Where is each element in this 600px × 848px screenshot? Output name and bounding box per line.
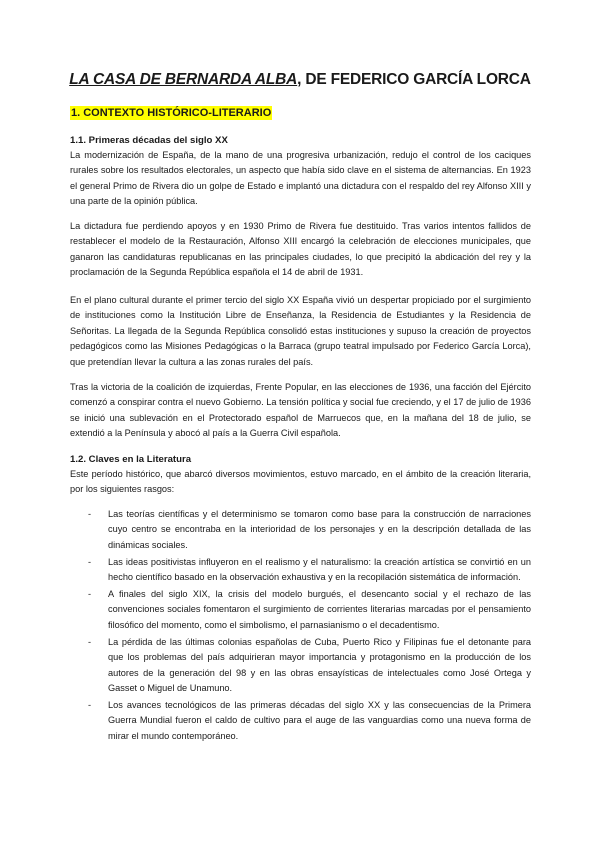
- bullet-marker: -: [88, 589, 92, 600]
- section-heading-context: 1. CONTEXTO HISTÓRICO-LITERARIO: [71, 107, 272, 119]
- bullet-marker: -: [88, 699, 92, 710]
- subsection-heading-literature-keys: 1.2. Claves en la Literatura: [70, 454, 192, 465]
- paragraph-civil-war: Tras la victoria de la coalición de izquierdas, Frente Popular, en las elecciones de 1936, una facción del Ejército comenzó a conspirar contra el nuevo Gobierno. La tensión política y social fue creciendo, y el 17 de julio de 1936 se inició una sublevación en el Protectorado español de Marruecos que, en la mañana del 18 de julio, se extendió a la Península y abocó al país a la Guerra Civil española.: [70, 382, 531, 439]
- document-title: [60, 71, 540, 89]
- paragraph-literature-intro: Este período histórico, que abarcó diversos movimientos, estuvo marcado, en el ámbito de la creación literaria, por los siguientes rasgos:: [70, 469, 531, 495]
- list-item: - Las teorías científicas y el determinismo se tomaron como base para la construcción de narraciones cuyo centro se encontraba en la interioridad de los personajes y en la descripción detallada de las dinámicas sociales.: [88, 509, 531, 550]
- paragraph-modernization: La modernización de España, de la mano de una progresiva urbanización, redujo el control de los caciques rurales sobre los resultados electorales, un aspecto que había sido clave en el sistema de alternancias. En 1923 el general Primo de Rivera dio un golpe de Estado e implantó una dictadura con el respaldo del rey Alfonso XIII y una parte de la opinión pública.: [70, 150, 531, 207]
- title-author: , DE FEDERICO GARCÍA LORCA: [297, 71, 531, 88]
- list-item: - La pérdida de las últimas colonias españolas de Cuba, Puerto Rico y Filipinas fue el detonante para que los problemas del país adquirieran mayor importancia y protagonismo en la producción de los autores de la generación del 98 y en las obras ensayísticas de intelectuales como José Ortega y Gasset o Miguel de Unamuno.: [88, 636, 531, 693]
- list-item: - Las ideas positivistas influyeron en el realismo y el naturalismo: la creación artística se convirtió en un hecho científico basado en la observación exhaustiva y en la recopilación sistemática de información.: [88, 556, 531, 583]
- bullet-marker: -: [88, 509, 92, 519]
- list-item: - Los avances tecnológicos de las primeras décadas del siglo XX y las consecuencias de la Primera Guerra Mundial fueron el caldo de cultivo para el auge de las vanguardias como una nueva forma de mirar el mundo contemporáneo.: [88, 699, 531, 741]
- bullet-marker: -: [88, 636, 92, 647]
- subsection-heading-early-20th-century: 1.1. Primeras décadas del siglo XX: [70, 135, 228, 146]
- paragraph-cultural-plane: En el plano cultural durante el primer tercio del siglo XX España vivió un despertar propiciado por el surgimiento de instituciones como la Institución Libre de Enseñanza, la Residencia de Estudiantes y la Residencia de Señoritas. La llegada de la Segunda República consolidó estas instituciones y supuso la creación de proyectos pedagógicos como las Misiones Pedagógicas o la Barraca (grupo teatral impulsado por Federico García Lorca), que pretendían llevar la cultura a las zonas rurales del país.: [70, 295, 531, 367]
- list-item: - A finales del siglo XIX, la crisis del modelo burgués, el desencanto social y el rechazo de las convenciones sociales fomentaron el surgimiento de corrientes literarias marcadas por el pensamiento filosófico del momento, como el simbolismo, el parnasianismo o el decadentismo.: [88, 589, 531, 630]
- literature-traits-list: [70, 507, 531, 746]
- paragraph-dictatorship: La dictadura fue perdiendo apoyos y en 1930 Primo de Rivera fue destituido. Tras varios intentos fallidos de restablecer el modelo de la Restauración, Alfonso XIII encargó la celebración de elecciones municipales, que ganaron las candidaturas republicanas en las principales ciudades, lo que precipitó la abdicación del rey y la proclamación de la Segunda República española el 14 de abril de 1931.: [70, 221, 531, 278]
- bullet-marker: -: [88, 556, 92, 567]
- title-work-name: LA CASA DE BERNARDA ALBA: [69, 71, 298, 88]
